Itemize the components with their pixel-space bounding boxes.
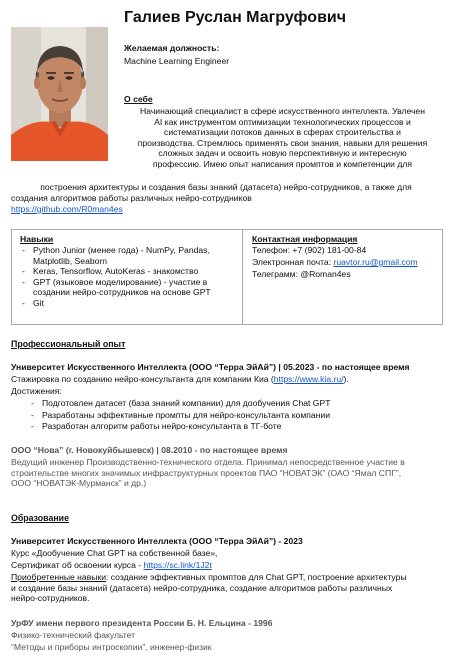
- achievements-list: [29, 398, 429, 432]
- edu2-specialty: “Методы и приборы интроскопии”, инженер-физик: [11, 642, 212, 652]
- job2-heading: ООО “Нова” (г. Новокуйбышевск) | 08.2010 - по настоящее время: [11, 445, 288, 455]
- job1-role: [11, 374, 349, 385]
- edu1-skills-text: : создание эффективных промптов для Chat GPT, построение архитектуры: [106, 572, 407, 582]
- edu1-skills-line: и создание базы знаний (датасета) нейро-сотрудника, создание алгоритмов работы различных: [11, 582, 393, 593]
- edu1-skills-label: Приобретенные навыки: [11, 572, 107, 582]
- position-label: Желаемая должность:: [124, 43, 220, 53]
- skill-item: - Keras, Tensorflow, AutoKeras - знакомство: [20, 266, 230, 277]
- position-value: Machine Learning Engineer: [124, 56, 230, 66]
- github-link[interactable]: https://github.com/R0man4es: [11, 204, 123, 214]
- about-line: производства. Стремлюсь применять свои знания, навыки для решения: [137, 137, 428, 148]
- email-label: Электронная почта:: [252, 257, 332, 267]
- job2-text: [11, 457, 446, 489]
- about-text: [124, 106, 441, 170]
- edu1-skills-line: нейро-сотрудников.: [11, 593, 90, 604]
- experience-title: Профессиональный опыт: [11, 339, 126, 349]
- edu1-heading: Университет Искусственного Интеллекта (ООО “Терра ЭйАй”) - 2023: [11, 536, 303, 546]
- achievement-item: - Разработан алгоритм работы нейро-консультанта в ТГ-боте: [29, 421, 429, 432]
- about-line: Начинающий специалист в сфере искусственного интеллекта. Увлечен: [140, 106, 425, 116]
- job1-heading: Университет Искусственного Интеллекта (ООО “Терра ЭйАй”) | 05.2023 - по настоящее время: [11, 362, 410, 372]
- cert-label: Сертификат об освоении курса -: [11, 560, 144, 570]
- skills-list-wrap: [20, 245, 230, 309]
- achievement-item: - Разработаны эффективные промпты для нейро-консультанта компании: [29, 410, 429, 421]
- about-title: О себе: [124, 94, 153, 104]
- achievements-wrap: [29, 398, 429, 432]
- edu1-course: Курс «Дообучение Chat GPT на собственной базе»,: [11, 548, 218, 558]
- profile-photo-image: [11, 27, 108, 161]
- contact-email-row: [252, 257, 418, 268]
- skill-item: - GPT (языковое моделирование) - участие в создании нейро-сотрудников на основе GPT: [20, 277, 230, 298]
- edu2-heading: УрФУ имени первого президента России Б. Н. Ельцина - 1996: [11, 618, 273, 628]
- job1-role-suffix: ).: [343, 374, 349, 384]
- achievements-label: Достижения:: [11, 386, 62, 396]
- skill-item: - Git: [20, 298, 230, 309]
- skills-list: [20, 245, 230, 309]
- skill-item: - Python Junior (менее года) - NumPy, Pandas, Matplotlib, Seaborn: [20, 245, 230, 266]
- education-title: Образование: [11, 513, 69, 523]
- edu1-skills-line: [11, 572, 446, 583]
- about-line: систематизации потоков данных в сферах строительства и: [164, 127, 401, 138]
- email-link[interactable]: ruavtor.ru@gmail.com: [333, 257, 418, 267]
- about-line: сложных задач и освоить новую перспективную и интересную: [158, 148, 407, 159]
- about-line: AI как инструментом оптимизации технологических процессов и: [154, 116, 411, 127]
- job2-line: Ведущий инженер Производственно-технического отдела. Принимал непосредственное участие в: [11, 457, 405, 467]
- job2-line: ООО “НОВАТЭК-Мурманск” и др.): [11, 478, 147, 489]
- candidate-name: Галиев Руслан Магруфович: [124, 9, 347, 26]
- cert-link[interactable]: https://sc.link/1J2t: [143, 560, 212, 570]
- job2-line: строительстве многих значимых инфраструктурных проектов ПАО “НОВАТЭК” (ОАО “Ямал СПГ”,: [11, 467, 402, 478]
- about-line: профессию. Имею опыт написания промптов и компетенции для: [152, 158, 413, 169]
- contact-telegram: Телеграмм: @Roman4es: [252, 269, 351, 279]
- job1-role-text: Стажировка по созданию нейро-консультанта для компании Киа (: [11, 374, 274, 384]
- contact-phone: Телефон: +7 (902) 181-00-84: [252, 245, 367, 255]
- contacts-title: Контактная информация: [252, 234, 358, 244]
- edu1-cert: [11, 560, 212, 571]
- edu1-skills: [11, 572, 446, 604]
- skills-title: Навыки: [20, 234, 54, 244]
- edu2-faculty: Физико-технический факультет: [11, 630, 136, 640]
- box-divider: [242, 230, 243, 324]
- achievement-item: - Подготовлен датасет (база знаний компании) для дообучения Chat GPT: [29, 398, 429, 409]
- kia-link[interactable]: https://www.kia.ru/: [273, 374, 344, 384]
- profile-photo: [11, 27, 108, 161]
- about-line-wide: построения архитектуры и создания базы знаний (датасета) нейро-сотрудников, а также для: [40, 182, 412, 192]
- about-line-wide: создания алгоритмов работы различных нейро-сотрудников: [11, 193, 252, 203]
